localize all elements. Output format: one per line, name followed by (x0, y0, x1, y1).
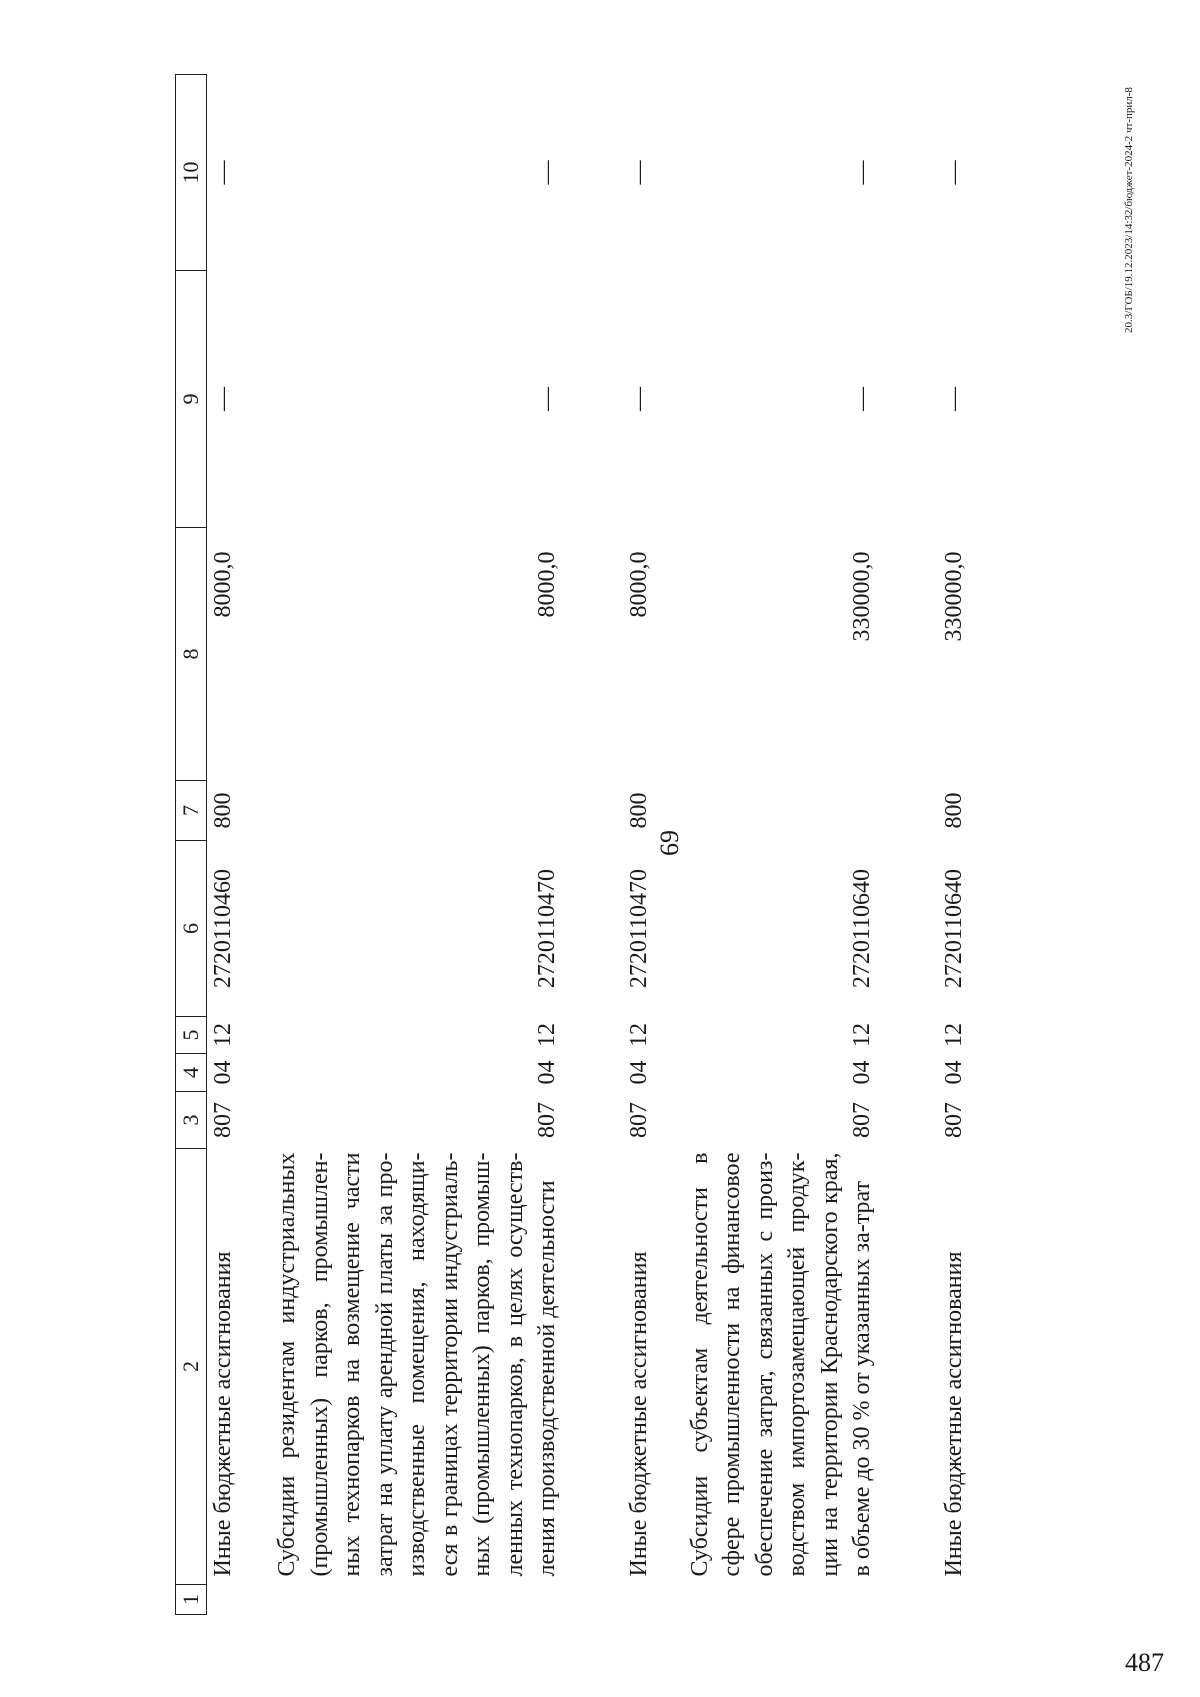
cell-col10: — (534, 160, 560, 185)
cell-col9: — (849, 387, 875, 411)
cell-col9: — (534, 387, 560, 411)
cell-amount: 8000,0 (534, 551, 560, 618)
cell-subsection: 12 (626, 1023, 652, 1047)
cell-expense-type: 800 (210, 792, 236, 829)
cell-col9: — (210, 387, 236, 411)
header-cell: 8 (176, 528, 207, 781)
cell-subsection: 12 (849, 1023, 875, 1047)
header-cell: 2 (176, 1149, 207, 1585)
table-row (271, 75, 564, 1615)
cell-ministry: 807 (941, 1102, 967, 1138)
cell-target-article: 2720110470 (534, 868, 560, 989)
budget-table (175, 74, 971, 1615)
cell-subsection: 12 (941, 1023, 967, 1047)
page-number: 69 (655, 830, 684, 856)
cell-expense-type (684, 781, 879, 841)
cell-ministry: 807 (210, 1102, 236, 1138)
cell-amount: 8000,0 (626, 551, 652, 618)
cell-section: 04 (210, 1060, 236, 1085)
cell-section: 04 (941, 1060, 967, 1085)
cell-col10: — (626, 160, 652, 185)
row-name: Иные бюджетные ассигнования (210, 1251, 236, 1577)
row-name: Иные бюджетные ассигнования (626, 1251, 652, 1577)
cell-col10: — (941, 160, 967, 185)
document-code (1123, 87, 1135, 333)
cell-amount: 330000,0 (941, 551, 967, 642)
cell-target-article: 2720110470 (626, 868, 652, 989)
cell-target-article: 2720110640 (941, 868, 967, 989)
cell-ministry: 807 (534, 1102, 560, 1138)
header-cell: 3 (176, 1092, 207, 1149)
document-code-text: 20.3/ГОБ/19.12.2023/14:32/бюджет-2024-2 чт-прил-8 (1123, 87, 1135, 333)
cell-section: 04 (626, 1060, 652, 1085)
cell-col10: — (849, 160, 875, 185)
cell-expense-type (271, 781, 564, 841)
table-row (207, 75, 244, 1615)
cell-section: 04 (849, 1060, 875, 1085)
row-name: Субсидии резидентам индустриальных (промышленных) парков, промышлен-ных технопарков на возмещение части затрат на уплату арендной платы за про-изводственные помещения, находящи-еся в границах территории индустриаль-ных (промышленных) парков, промыш-ленных технопарков, в целях осуществ-ления производственной деятельности (274, 1152, 560, 1577)
cell-ministry: 807 (849, 1102, 875, 1138)
row-name: Иные бюджетные ассигнования (941, 1251, 967, 1577)
header-cell: 7 (176, 781, 207, 841)
table-row (592, 75, 656, 1615)
cell-amount: 8000,0 (210, 551, 236, 618)
cell-amount: 330000,0 (849, 551, 875, 642)
cell-col9: — (941, 387, 967, 411)
cell-subsection: 12 (534, 1023, 560, 1047)
header-cell: 10 (176, 75, 207, 271)
cell-expense-type: 800 (941, 792, 967, 829)
cell-col9: — (626, 387, 652, 411)
budget-table-rotated (175, 75, 1045, 1615)
cell-ministry: 807 (626, 1102, 652, 1138)
table-header-row (176, 75, 207, 1615)
header-cell: 6 (176, 841, 207, 1017)
sheet-number: 487 (1125, 1648, 1164, 1677)
cell-target-article: 2720110640 (849, 868, 875, 989)
header-cell: 4 (176, 1054, 207, 1092)
cell-subsection: 12 (210, 1023, 236, 1047)
table-row (684, 75, 879, 1615)
cell-expense-type: 800 (626, 792, 652, 829)
header-cell: 9 (176, 271, 207, 528)
header-cell: 5 (176, 1017, 207, 1054)
cell-target-article: 2720110460 (210, 868, 236, 989)
row-name: Субсидии субъектам деятельности в сфере промышленности на финансовое обеспечение затрат, связанных с произ-водством импортозамещающей продук-ции на территории Краснодарского края, в объеме до 30 % от указанных за-трат (686, 1152, 875, 1577)
header-cell: 1 (176, 1585, 207, 1615)
table-row (907, 75, 971, 1615)
cell-section: 04 (534, 1060, 560, 1085)
cell-col10: — (210, 160, 236, 185)
